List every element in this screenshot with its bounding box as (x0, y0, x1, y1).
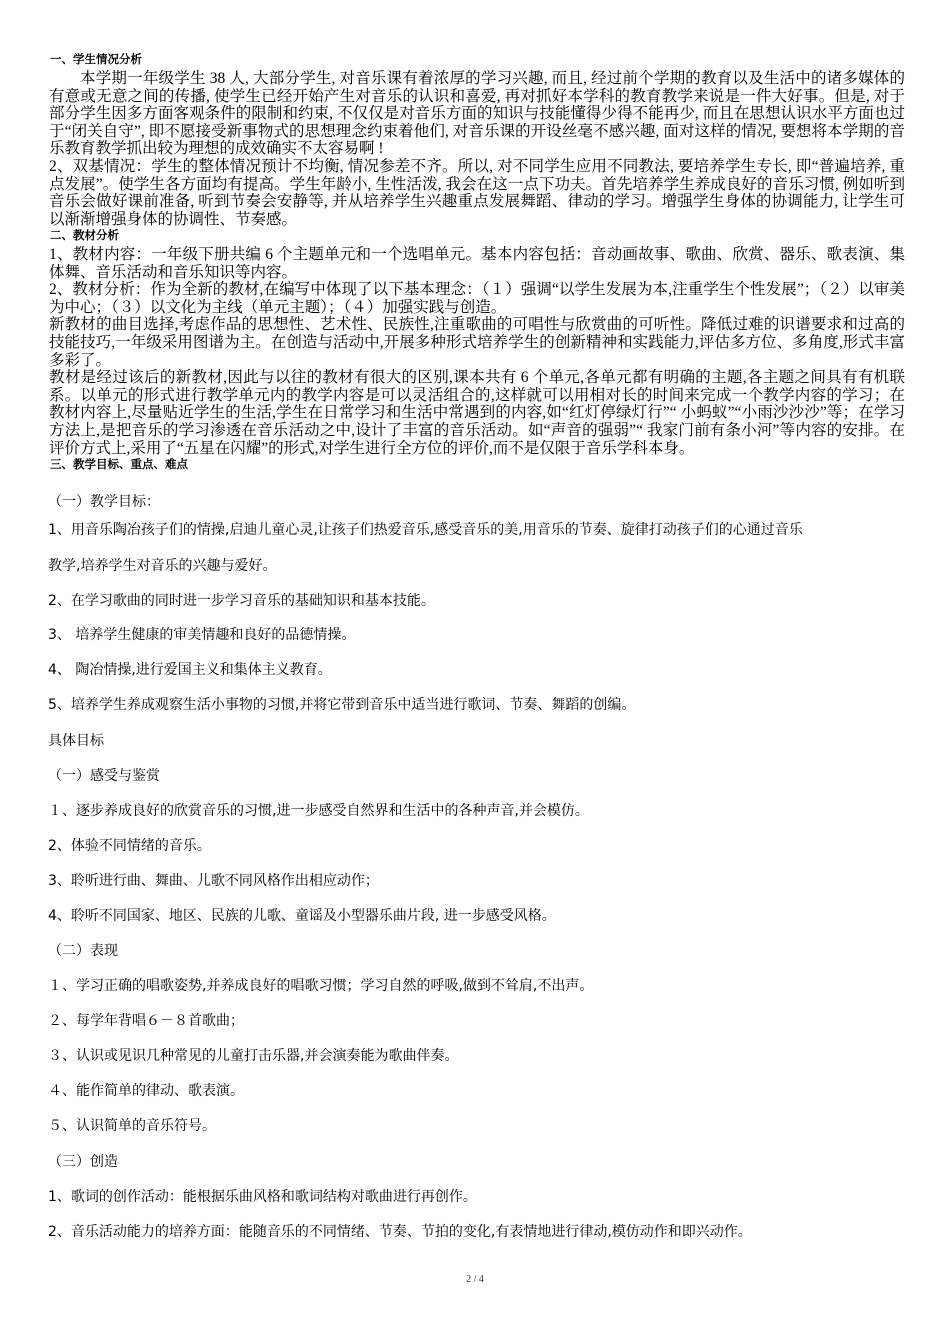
section-heading-student-analysis: 一、学生情况分析 (50, 54, 142, 66)
section-heading-textbook-analysis: 二、教材分析 (50, 230, 119, 242)
paragraph-new-textbook: 教材是经过该后的新教材,因此与以往的教材有很大的区别,课本共有 6 个单元,各单元都有明确的主题,各主题之间具有有机联系。以单元的形式进行教学单元内的教学内容是可以灵活组合的,这样就可以用相对长的时间来完成一个教学内容的学习；在教材内容上,尽量贴近学生的生活,学生在日常学习和生活中常遇到的内容,如“红灯停绿灯行”“ 小蚂蚁”“小雨沙沙沙”等；在学习方法上,是把音乐的学习渗透在音乐活动之中,设计了丰富的音乐活动。如“声音的强弱”“ 我家门前有条小河”等内容的安排。在评价方式上,采用了“五星在闪耀”的形式,对学生进行全方位的评价,而不是仅限于音乐学科本身。 (49, 369, 905, 457)
section-heading-teaching-goals: 三、教学目标、重点、难点 (50, 459, 188, 471)
paragraph-textbook-content: 1、教材内容：一年级下册共编 6 个主题单元和一个选唱单元。基本内容包括：音动画故事、歌曲、欣赏、器乐、歌表演、集体舞、音乐活动和音乐知识等内容。 (49, 246, 905, 281)
subheading-appreciation: （一）感受与鉴赏 (48, 768, 160, 784)
goal-line-1a: 1、用音乐陶冶孩子们的情操,启迪儿童心灵,让孩子们热爱音乐,感受音乐的美,用音乐的节奏、旋律打动孩子们的心通过音乐 (48, 522, 803, 538)
performance-line-2: ２、每学年背唱６－８首歌曲； (48, 1013, 244, 1029)
page-number: 2 / 4 (466, 1274, 484, 1285)
goal-line-1b: 教学,培养学生对音乐的兴趣与爱好。 (48, 558, 277, 574)
subheading-creation: （三）创造 (48, 1154, 118, 1170)
performance-line-3: ３、认识或见识几种常见的儿童打击乐器,并会演奏能为歌曲伴奏。 (48, 1048, 459, 1064)
creation-line-2: 2、音乐活动能力的培养方面：能随音乐的不同情绪、节奏、节拍的变化,有表情地进行律动,模仿动作和即兴动作。 (48, 1224, 752, 1240)
goal-line-5: 5、培养学生养成观察生活小事物的习惯,并将它带到音乐中适当进行歌词、节奏、舞蹈的创编。 (48, 697, 636, 713)
performance-line-1: １、学习正确的唱歌姿势,并养成良好的唱歌习惯；学习自然的呼吸,做到不耸肩,不出声。 (48, 978, 594, 994)
section-body-student-analysis (49, 70, 905, 228)
paragraph-textbook-analysis: 2、教材分析：作为全新的教材,在编写中体现了以下基本理念：（１）强调“以学生发展为本,注重学生个性发展”；（２）以审美为中心；（３）以文化为主线（单元主题）；（４）加强实践与创造。 (49, 281, 905, 316)
appreciation-line-4: 4、聆听不同国家、地区、民族的儿歌、童谣及小型器乐曲片段, 进一步感受风格。 (48, 908, 556, 924)
appreciation-line-1: １、逐步养成良好的欣赏音乐的习惯,进一步感受自然界和生活中的各种声音,并会模仿。 (48, 803, 589, 819)
goal-line-3: 3、 培养学生健康的审美情趣和良好的品德情操。 (48, 627, 356, 643)
appreciation-line-2: 2、体验不同情绪的音乐。 (48, 838, 211, 854)
appreciation-line-3: 3、聆听进行曲、舞曲、儿歌不同风格作出相应动作； (48, 873, 379, 889)
creation-line-1: 1、歌词的创作活动：能根据乐曲风格和歌词结构对歌曲进行再创作。 (48, 1189, 477, 1205)
paragraph-song-selection: 新教材的曲目选择,考虑作品的思想性、艺术性、民族性,注重歌曲的可唱性与欣赏曲的可听性。降低过难的识谱要求和过高的技能技巧,一年级采用图谱为主。在创造与活动中,开展多种形式培养学生的创新精神和实践能力,评估多方位、多角度,形式丰富多彩了。 (49, 316, 905, 369)
section-body-textbook-analysis (49, 246, 905, 457)
goal-line-4: 4、 陶冶情操,进行爱国主义和集体主义教育。 (48, 662, 332, 678)
goals-subheading: （一）教学目标： (48, 494, 160, 510)
specific-goals-heading: 具体目标 (48, 733, 104, 749)
performance-line-4: ４、能作简单的律动、歌表演。 (48, 1083, 244, 1099)
goal-line-2: 2、在学习歌曲的同时进一步学习音乐的基础知识和基本技能。 (48, 593, 435, 609)
paragraph-student-overview: 本学期一年级学生 38 人, 大部分学生, 对音乐课有着浓厚的学习兴趣, 而且, 经过前个学期的教育以及生活中的诸多媒体的有意或无意之间的传播, 使学生已经开始产生对音乐的认识和喜爱, 再对抓好本学科的教育教学来说是一件大好事。但是, 对于部分学生因多方面客观条件的限制和约束, 不仅仅是对音乐方面的知识与技能懂得少得不能再少, 而且在思想认识水平方面也过于“闭关自守”, 即不愿接受新事物式的思想理念约束着他们, 对音乐课的开设丝毫不感兴趣, 面对这样的情况, 要想将本学期的音乐教育教学抓出较为理想的成效确实不太容易啊 ! (49, 70, 905, 158)
performance-line-5: ５、认识简单的音乐符号。 (48, 1118, 216, 1134)
paragraph-basic-skills: 2、双基情况：学生的整体情况预计不均衡, 情况参差不齐。所以, 对不同学生应用不同教法, 要培养学生专长, 即“普遍培养, 重点发展”。使学生各方面均有提高。学生年龄小, 生性活泼, 我会在这一点下功夫。首先培养学生养成良好的音乐习惯, 例如听到音乐会做好课前准备, 听到节奏会安静等, 并从培养学生兴趣重点发展舞蹈、律动的学习。增强学生身体的协调能力, 让学生可以渐渐增强身体的协调性、节奏感。 (49, 157, 905, 228)
subheading-performance: （二）表现 (48, 943, 118, 959)
